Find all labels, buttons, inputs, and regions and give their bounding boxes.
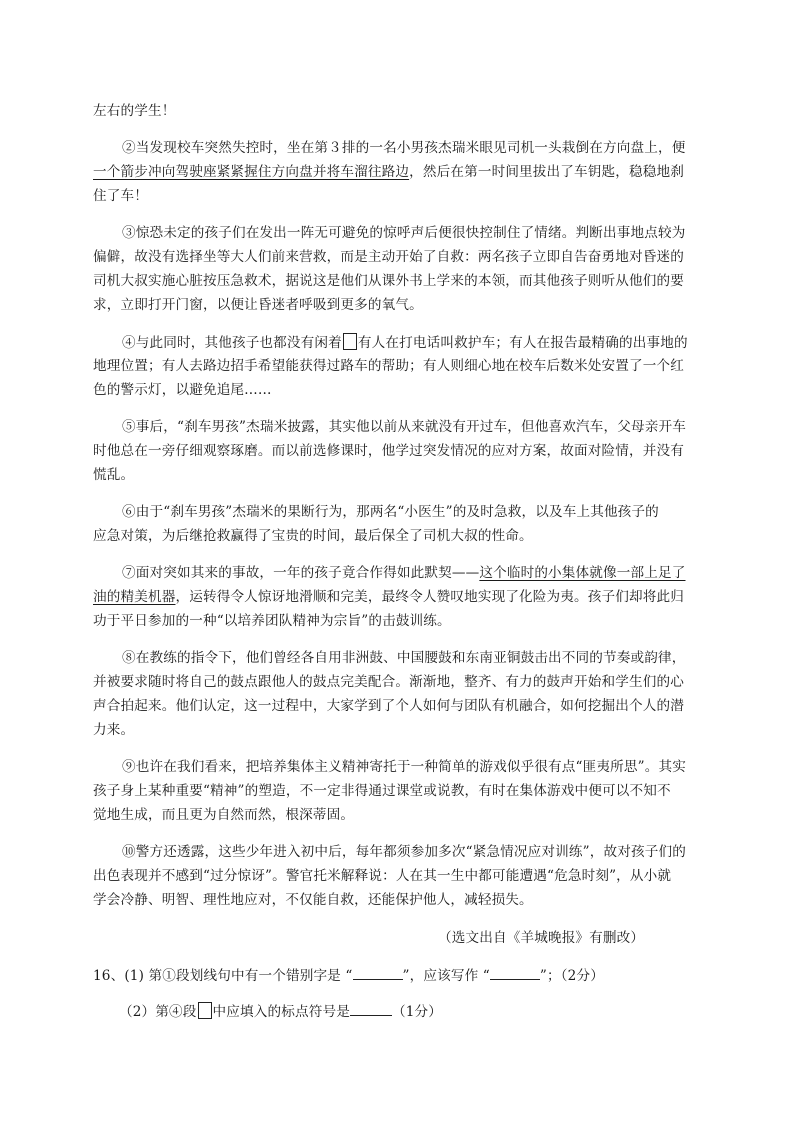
paragraph-8-line-3: 声合拍起来。他们认定，这一过程中，大家学到了个人如何与团队有机融合，如何挖掘出个人的潜 xyxy=(93,698,684,714)
question-16-part-2 xyxy=(119,1002,442,1021)
paragraph-7-line-1-plain: ⑦面对突如其来的事故，一年的孩子竟合作得如此默契—— xyxy=(122,565,480,581)
paragraph-9-line-1: ⑨也许在我们看来，把培养集体主义精神寄托于一种简单的游戏似乎很有点“匪夷所思”。其实 xyxy=(122,759,686,775)
question-16-part-2-suffix: （1分） xyxy=(391,1004,442,1020)
wrong-character-answer-blank[interactable] xyxy=(353,966,403,980)
paragraph-10-line-1: ⑩警方还透露，这些少年进入初中后，每年都须参加多次“紧急情况应对训练”，故对孩子们的 xyxy=(122,844,686,860)
underlined-metaphor-part-1: 这个临时的小集体就像一部上足了 xyxy=(479,565,686,581)
paragraph-4-line-1-before: ④与此同时，其他孩子也都没有闲着 xyxy=(122,335,342,351)
paragraph-5-line-3: 慌乱。 xyxy=(93,467,135,483)
paragraph-9-line-3: 觉地生成，而且更为自然而然，根深蒂固。 xyxy=(93,807,355,823)
paragraph-8-line-2: 并被要求随时将自己的鼓点跟他人的鼓点完美配合。渐渐地，整齐、有力的鼓声开始和学生们的心 xyxy=(93,674,684,690)
punctuation-blank-box xyxy=(343,333,357,350)
paragraph-7-line-2 xyxy=(93,588,684,606)
paragraph-1-line-1: 左右的学生！ xyxy=(93,103,176,119)
paragraph-5-line-2: 时他总在一旁仔细观察琢磨。而以前选修课时，他学过突发情况的应对方案，故面对险情，并没有 xyxy=(93,443,684,459)
paragraph-6-line-2: 应急对策，为后继抢救赢得了宝贵的时间，最后保全了司机大叔的性命。 xyxy=(93,528,533,544)
paragraph-4-line-2: 地理位置；有人去路边招手希望能获得过路车的帮助；有人则细心地在校车后数米处安置了一个红 xyxy=(93,358,684,374)
underlined-metaphor-part-2: 油的精美机器 xyxy=(93,589,176,605)
question-16-part-1 xyxy=(93,966,604,985)
paragraph-2-line-1: ②当发现校车突然失控时，坐在第３排的一名小男孩杰瑞米眼见司机一头栽倒在方向盘上，便 xyxy=(122,140,686,156)
paragraph-7-line-1 xyxy=(122,564,686,582)
underlined-sentence: 一个箭步冲向驾驶座紧紧握住方向盘并将车溜往路边 xyxy=(93,164,410,180)
paragraph-3-line-3: 司机大叔实施心脏按压急救术，据说这是他们从课外书上学来的本领，而其他孩子则听从他们的要 xyxy=(93,273,684,289)
punctuation-answer-blank[interactable] xyxy=(350,1002,392,1016)
paragraph-4-line-1 xyxy=(122,333,688,352)
paragraph-10-line-2: 出色表现并不感到“过分惊讶”。警官托米解释说：人在其一生中都可能遭遇“危急时刻”，从小就 xyxy=(93,868,672,884)
paragraph-10-line-3: 学会冷静、明智、理性地应对，不仅能自救，还能保护他人，减轻损失。 xyxy=(93,892,533,908)
paragraph-5-line-1: ⑤事后，“刹车男孩”杰瑞米披露，其实他以前从来就没有开过车，但他喜欢汽车，父母亲开车 xyxy=(122,419,686,435)
paragraph-4-line-1-after: 有人在打电话叫救护车；有人在报告最精确的出事地的 xyxy=(357,335,688,351)
paragraph-2-line-2-rest: ，然后在第一时间里拔出了车钥匙，稳稳地刹 xyxy=(409,164,684,180)
paragraph-3-line-2: 偏僻，故没有选择坐等大人们前来营救，而是主动开始了自救：两名孩子立即自告奋勇地对昏迷的 xyxy=(93,249,684,265)
paragraph-3-line-4: 求，立即打开门窗，以便让昏迷者呼吸到更多的氧气。 xyxy=(93,297,423,313)
paragraph-7-line-3: 功于平日参加的一种“以培养团队精神为宗旨”的击鼓训练。 xyxy=(93,613,451,629)
paragraph-7-line-2-rest: ，运转得令人惊讶地滑顺和完美，最终令人赞叹地实现了化险为夷。孩子们却将此归 xyxy=(175,589,684,605)
paragraph-8-line-4: 力来。 xyxy=(93,722,135,738)
question-16-part-1-middle: ”，应该写作 “ xyxy=(402,968,490,984)
paragraph-9-line-2: 孩子身上某种重要“精神”的塑造，不一定非得通过课堂或说教，有时在集体游戏中便可以不知不 xyxy=(93,783,671,799)
question-16-part-1-suffix: ”；（2分） xyxy=(539,968,604,984)
source-attribution: （选文出自《羊城晚报》有删改） xyxy=(438,930,645,946)
correct-character-answer-blank[interactable] xyxy=(490,966,540,980)
paragraph-2-line-2 xyxy=(93,163,684,181)
question-16-part-1-prefix: 16、(1) 第①段划线句中有一个错别字是 “ xyxy=(93,968,353,984)
paragraph-6-line-1: ⑥由于“刹车男孩”杰瑞米的果断行为，那两名“小医生”的及时急救，以及车上其他孩子的 xyxy=(122,504,659,520)
paragraph-4-line-3: 色的警示灯，以避免追尾…… xyxy=(93,382,272,398)
paragraph-8-line-1: ⑧在教练的指令下，他们曾经各自用非洲鼓、中国腰鼓和东南亚铜鼓击出不同的节奏或韵律， xyxy=(122,650,686,666)
question-16-part-2-middle: 中应填入的标点符号是 xyxy=(212,1004,350,1020)
paragraph-2-line-3: 住了车！ xyxy=(93,188,148,204)
question-box-reference xyxy=(198,1002,212,1019)
question-16-part-2-prefix: （2）第④段 xyxy=(119,1004,197,1020)
paragraph-3-line-1: ③惊恐未定的孩子们在发出一阵无可避免的惊呼声后便很快控制住了情绪。判断出事地点较为 xyxy=(122,225,686,241)
